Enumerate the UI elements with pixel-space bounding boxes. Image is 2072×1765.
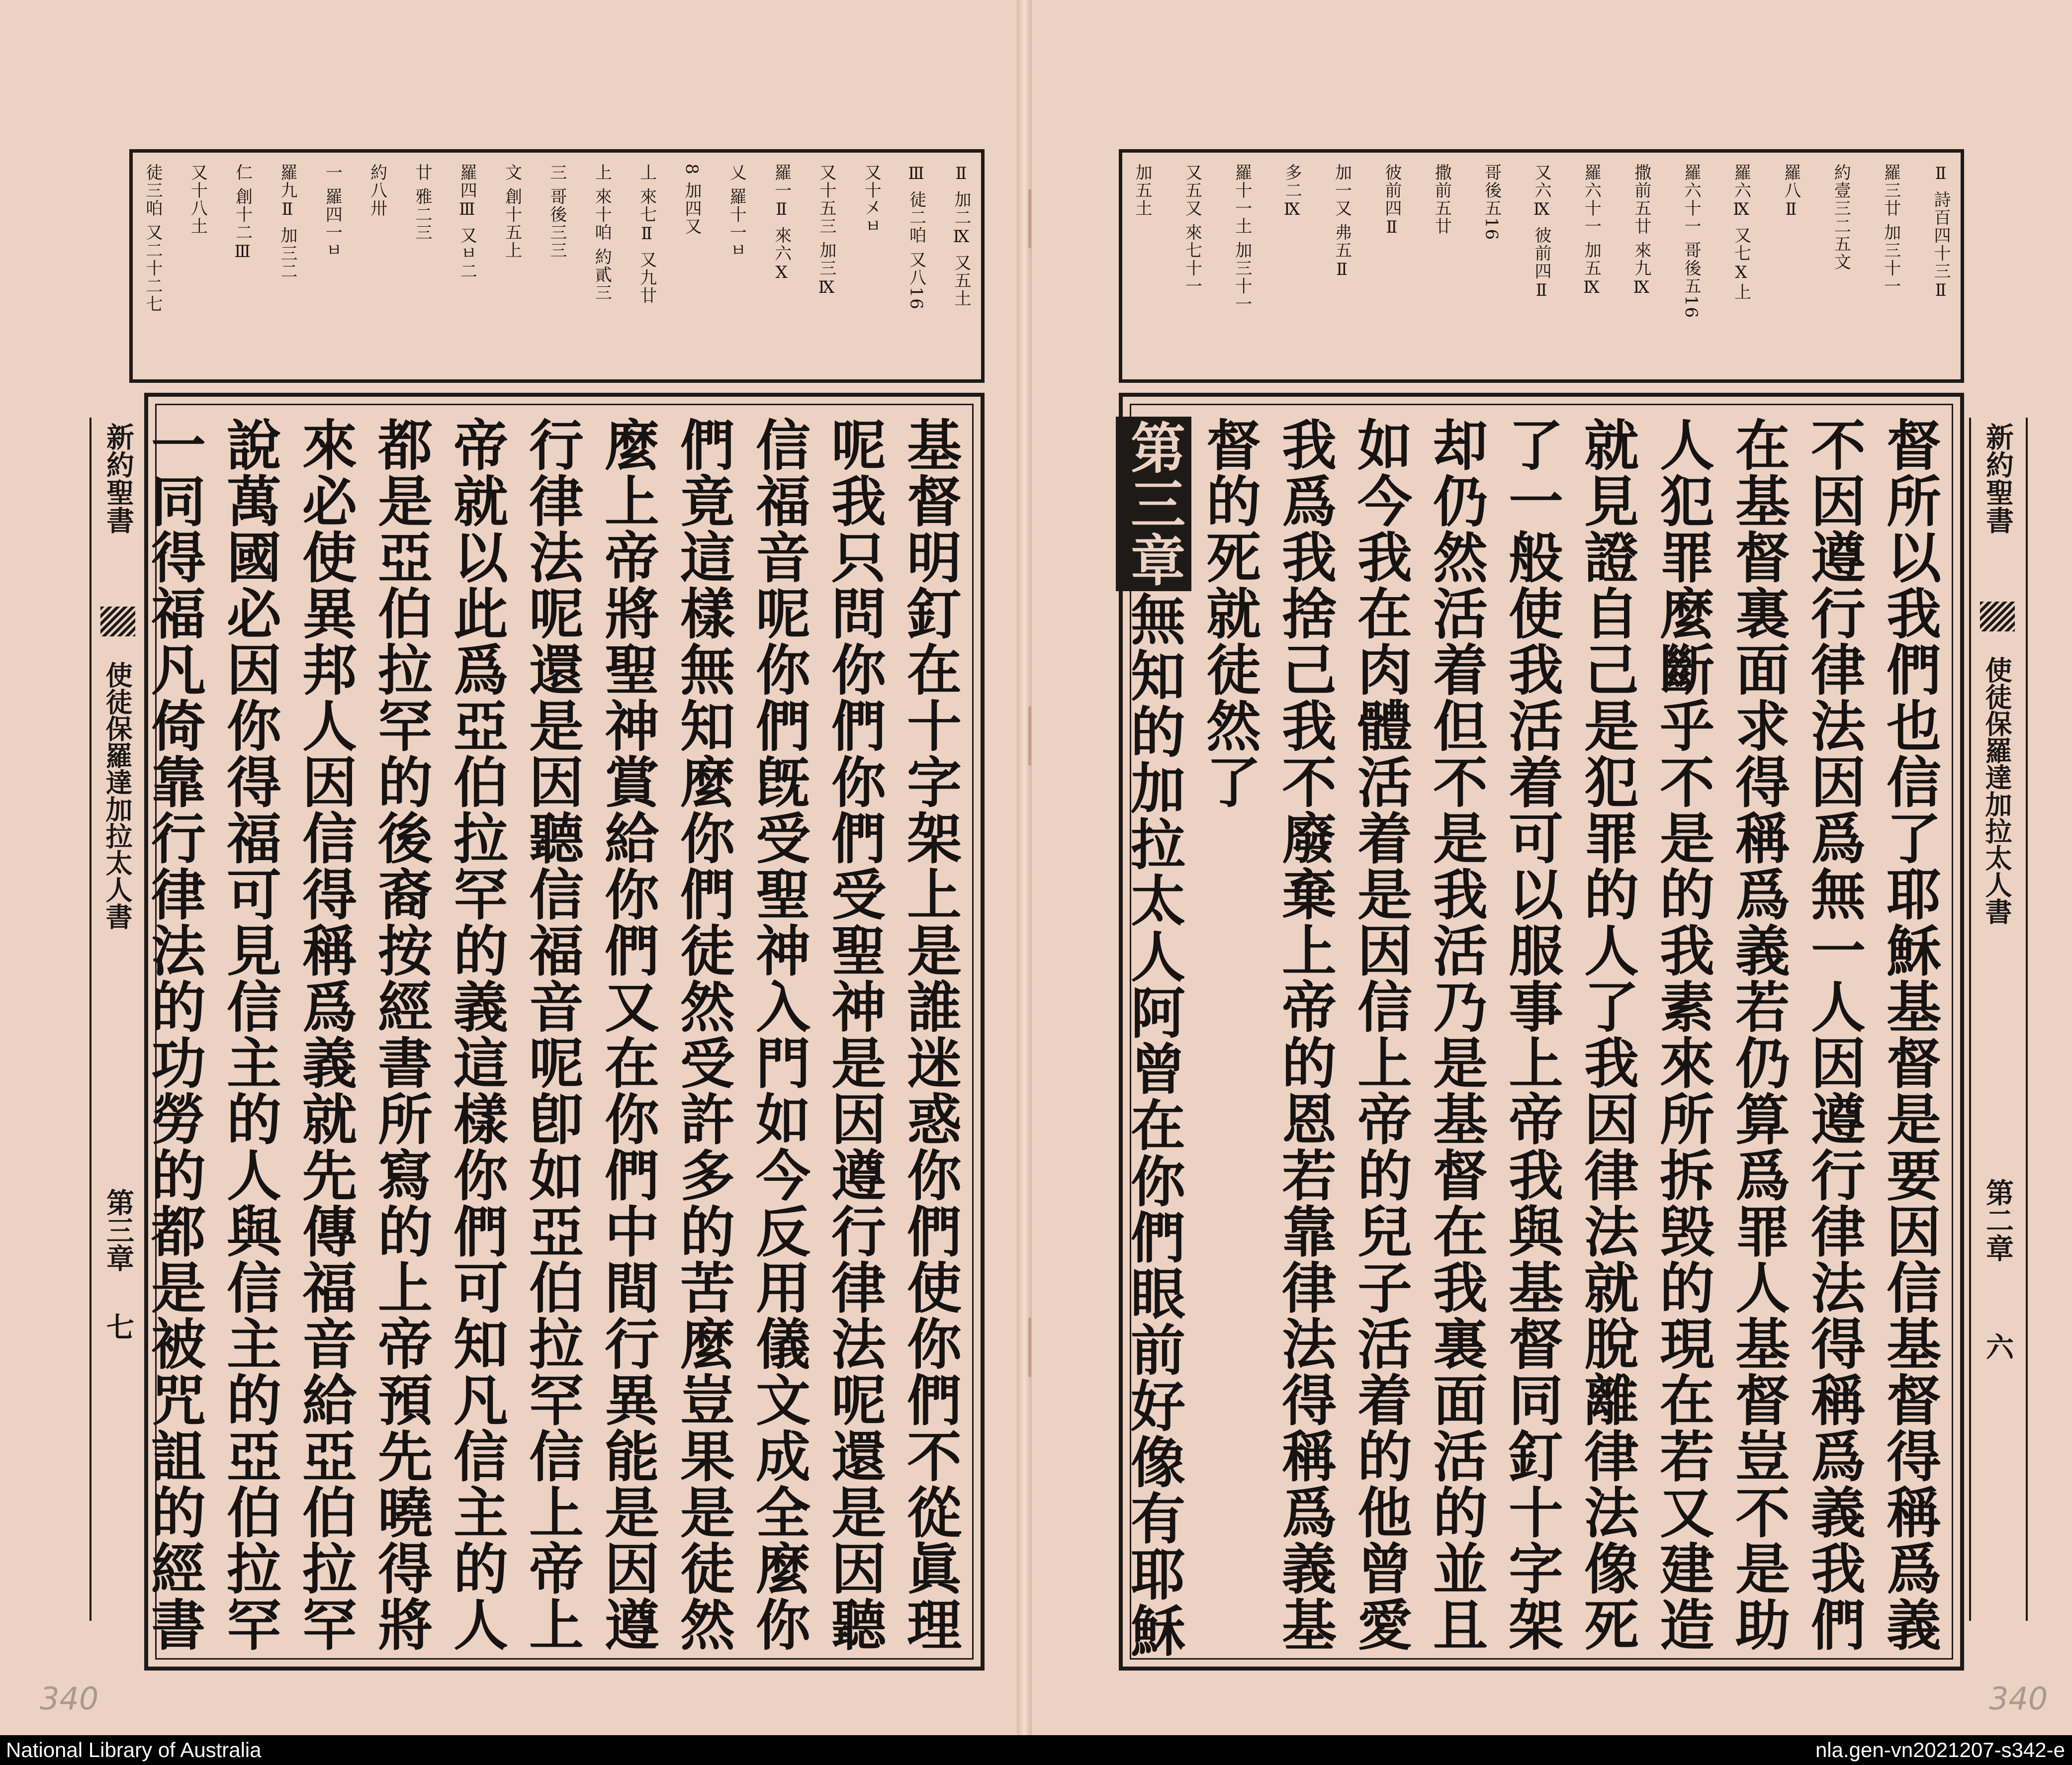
page-number: 六	[1982, 1332, 2014, 1360]
text-column: 人犯罪麼斷乎不是的我素來所拆毁的現在若又建造	[1651, 417, 1715, 1653]
text-column: 了一般使我活着可以服事上帝我與基督同釘十字架	[1500, 417, 1564, 1653]
cross-reference-entry: Ⅲ 徒二㕷 又八16	[906, 164, 926, 310]
cross-reference-entry: 羅三廿 加三十一	[1881, 164, 1901, 295]
cross-reference-columns	[1132, 164, 1951, 374]
cross-reference-entry: 又十八土	[187, 164, 208, 235]
ornament-mark	[1980, 602, 2015, 631]
text-column: 呢我只問你們你們受聖神是因遵行律法呢還是因聽	[822, 417, 887, 1653]
page-number: 七	[102, 1313, 135, 1340]
cross-reference-entry: 又十㐅ㅂ	[861, 164, 882, 235]
cross-reference-entry: Ⅱ 詩百四十三Ⅱ	[1931, 164, 1951, 301]
cross-reference-entry: 徒三㕷 又二十二七	[143, 164, 163, 313]
cross-reference-entry: 羅四Ⅲ 又ㅂ二	[457, 164, 477, 280]
cross-reference-entry: 又六Ⅸ 彼前四Ⅱ	[1531, 164, 1551, 301]
text-column: 就見證自己是犯罪的人了我因律法就脫離律法像死	[1575, 417, 1639, 1653]
text-column: 不因遵行律法因爲無一人因遵行律法得稱爲義我們	[1802, 417, 1866, 1653]
cross-reference-entry: 羅十一土 加三十一	[1232, 164, 1252, 313]
text-frame	[1119, 393, 1964, 1671]
cross-reference-entry: 羅六十一 哥後五16	[1681, 164, 1702, 319]
cross-reference-entry: 羅八Ⅱ	[1781, 164, 1801, 220]
cross-reference-entry: 加五土	[1132, 164, 1152, 217]
text-column: 督的死就徒然了	[1197, 417, 1261, 810]
chapter-start-column	[1116, 417, 1191, 1659]
text-column: 如今我在肉體活着是因信上帝的兒子活着的他曾愛	[1349, 417, 1413, 1653]
cross-reference-entry: 上 來十㕷 約貳三	[592, 164, 612, 302]
book-title: 新約聖書	[1982, 423, 2014, 534]
cross-reference-entry: 撒前五廿 來九Ⅸ	[1631, 164, 1651, 298]
cross-reference-box	[1119, 149, 1964, 383]
cross-reference-entry: 羅九Ⅱ 加三二	[277, 164, 297, 280]
text-column: 我爲我捨己我不廢棄上帝的恩若靠律法得稱爲義基	[1273, 417, 1337, 1653]
right-page	[1034, 0, 2049, 1735]
text-column: 行律法呢還是因聽信福音呢卽如亞伯拉罕信上帝上	[520, 417, 584, 1653]
cross-reference-entry: 羅六十一 加五Ⅸ	[1581, 164, 1602, 298]
left-page	[0, 0, 1014, 1735]
chapter-opening-text: 無知的加拉太人阿曾在你們眼前好像有耶穌	[1122, 591, 1186, 1659]
cross-reference-entry: 撒前五廿	[1432, 164, 1452, 235]
chapter-badge: 第三章	[1116, 417, 1191, 591]
text-column: 都是亞伯拉罕的後裔按經書所寫的上帝預先曉得將	[369, 417, 433, 1653]
cross-reference-entry: 加一又 弗五Ⅱ	[1332, 164, 1352, 280]
text-column: 說萬國必因你得福可見信主的人與信主的亞伯拉罕	[218, 417, 282, 1653]
cross-reference-entry: 多二Ⅸ	[1282, 164, 1302, 220]
text-column: 却仍然活着但不是我活乃是基督在我裏面活的並且	[1424, 417, 1488, 1653]
cross-reference-entry: 約八卅	[367, 164, 387, 217]
cross-reference-entry: 哥後五16	[1481, 164, 1502, 241]
epistle-title: 使徒保羅達加拉太人書	[101, 661, 133, 930]
text-column: 帝就以此爲亞伯拉罕的義這樣你們可知凡信主的人	[445, 417, 509, 1653]
running-header	[1969, 418, 2028, 1621]
text-column: 們竟這樣無知麼你們徒然受許多的苦麼豈果是徒然	[671, 417, 735, 1653]
text-column: 來必使異邦人因信得稱爲義就先傳福音給亞伯拉罕	[293, 417, 358, 1653]
institution-credit: National Library of Australia	[6, 1738, 262, 1762]
item-identifier: nla.gen-vn2021207-s342-e	[1815, 1738, 2065, 1762]
text-column: 麼上帝將聖神賞給你們又在你們中間行異能是因遵	[596, 417, 660, 1653]
cross-reference-entry: 丄 來七Ⅱ 又九廿	[636, 164, 657, 305]
cross-reference-entry: 三 哥後三三	[546, 164, 567, 260]
text-column: 在基督裏面求得稱爲義若仍算爲罪人基督豈不是助	[1726, 417, 1791, 1653]
cross-reference-entry: 約壹三二五文	[1831, 164, 1851, 271]
cross-reference-entry: 又五又 來七十一	[1182, 164, 1202, 295]
cross-reference-entry: 廿 雅二三	[412, 164, 432, 242]
pencil-note: 340	[1989, 1680, 2048, 1717]
cross-reference-entry: Ⅱ 加二Ⅸ 又五土	[951, 164, 971, 308]
footer-bar	[0, 1735, 2072, 1765]
body-text	[1122, 417, 1947, 1659]
book-spine	[1017, 0, 1032, 1735]
binding-stitch	[1028, 1318, 1031, 1377]
cross-reference-entry: 一 羅四一ㅂ	[322, 164, 343, 260]
text-column: 一同得福凡倚靠行律法的功勞的都是被咒詛的經書	[142, 417, 206, 1653]
text-column: 基督明釘在十字架上是誰迷惑你們使你們不從眞理	[898, 417, 962, 1653]
binding-stitch	[1028, 189, 1031, 249]
cross-reference-entry: 羅一Ⅱ 來六Ⅹ	[771, 164, 792, 283]
epistle-title: 使徒保羅達加拉太人書	[1981, 656, 2013, 925]
text-frame	[144, 393, 985, 1671]
body-text	[142, 417, 968, 1653]
pencil-note: 340	[40, 1680, 99, 1717]
cross-reference-entry: 又十五三 加三Ⅸ	[816, 164, 836, 298]
cross-reference-entry: 彼前四Ⅱ	[1381, 164, 1402, 238]
chapter-label: 第三章	[102, 1188, 135, 1272]
cross-reference-entry: 文 創十五上	[502, 164, 522, 260]
cross-reference-columns	[143, 164, 971, 374]
binding-stitch	[1028, 706, 1031, 766]
cross-reference-entry: 8 加四又	[681, 164, 702, 236]
text-column: 信福音呢你們旣受聖神入門如今反用儀文成全麼你	[747, 417, 811, 1653]
ornament-mark	[100, 607, 135, 636]
cross-reference-entry: 仁 創十二Ⅲ	[232, 164, 253, 263]
book-title: 新約聖書	[102, 423, 135, 534]
chapter-label: 第二章	[1982, 1178, 2014, 1262]
cross-reference-entry: 羅六Ⅸ 又七Ⅹ上	[1731, 164, 1751, 301]
cross-reference-entry: 乂 羅十一ㅂ	[726, 164, 747, 260]
cross-reference-box	[129, 149, 985, 383]
text-column: 督所以我們也信了耶穌基督是要因信基督得稱爲義	[1878, 417, 1942, 1653]
